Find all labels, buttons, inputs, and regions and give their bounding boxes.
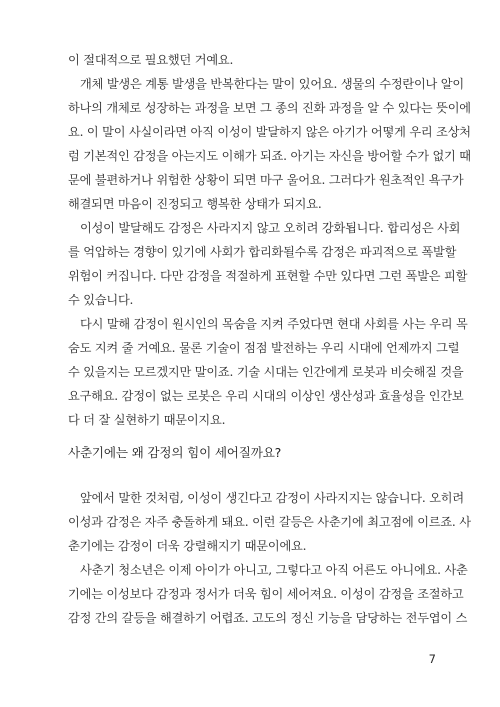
text-line: 숨도 지켜 줄 거예요. 물론 기술이 점점 발전하는 우리 시대에 언제까지 그럴	[68, 341, 460, 355]
text-line: 요구해요. 감정이 없는 로봇은 우리 시대의 이상인 생산성과 효율성을 인간보	[68, 389, 464, 403]
text-line: 위험이 커집니다. 다만 감정을 적절하게 표현할 수만 있다면 그런 폭발은 피할	[68, 269, 468, 283]
text-line: 수 있을지는 모르겠지만 말이죠. 기술 시대는 인간에게 로봇과 비슷해질 것을	[68, 365, 464, 379]
text-line: 를 억압하는 경향이 있기에 사회가 합리화될수록 감정은 파괴적으로 폭발할	[68, 245, 457, 259]
text-line: 앞에서 말한 것처럼, 이성이 생긴다고 감정이 사라지지는 않습니다. 오히려	[80, 491, 464, 505]
text-line: 개체 발생은 계통 발생을 반복한다는 말이 있어요. 생물의 수정란이나 알이	[80, 77, 464, 91]
text-line: 다시 말해 감정이 원시인의 목숨을 지켜 주었다면 현대 사회를 사는 우리 목	[80, 317, 468, 331]
page-number: 7	[428, 652, 436, 666]
section-heading: 사춘기에는 왜 감정의 힘이 세어질까요?	[68, 445, 282, 460]
text-line: 다 더 잘 실현하기 때문이지요.	[68, 413, 226, 427]
text-line: 기에는 이성보다 감정과 정서가 더욱 힘이 세어져요. 이성이 감정을 조절하고	[68, 587, 464, 601]
text-line: 이성이 발달해도 감정은 사라지지 않고 오히려 강화됩니다. 합리성은 사회	[80, 221, 461, 235]
text-line: 요. 이 말이 사실이라면 아직 이성이 발달하지 않은 아기가 어떻게 우리 조상처	[68, 125, 471, 139]
text-line: 해결되면 마음이 진정되고 행복한 상태가 되지요.	[68, 197, 322, 211]
text-line: 럼 기본적인 감정을 아는지도 이해가 되죠. 아기는 자신을 방어할 수가 없기 때	[68, 149, 471, 163]
text-line: 춘기에는 감정이 더욱 강렬해지기 때문이에요.	[68, 539, 307, 553]
text-line: 수 있습니다.	[68, 293, 134, 307]
text-line: 문에 불편하거나 위험한 상황이 되면 마구 울어요. 그러다가 원초적인 욕구가	[68, 173, 464, 187]
text-line: 사춘기 청소년은 이제 아이가 아니고, 그렇다고 아직 어른도 아니에요. 사춘	[80, 563, 468, 577]
text-line: 이 절대적으로 필요했던 거예요.	[68, 53, 234, 67]
text-line: 이성과 감정은 자주 충돌하게 돼요. 이런 갈등은 사춘기에 최고점에 이르죠. 사	[68, 515, 471, 529]
text-line: 하나의 개체로 성장하는 과정을 보면 그 종의 진화 과정을 알 수 있다는 뜻이에	[68, 101, 471, 115]
text-line: 감정 간의 갈등을 해결하기 어렵죠. 고도의 정신 기능을 담당하는 전두엽이 스	[68, 611, 468, 625]
